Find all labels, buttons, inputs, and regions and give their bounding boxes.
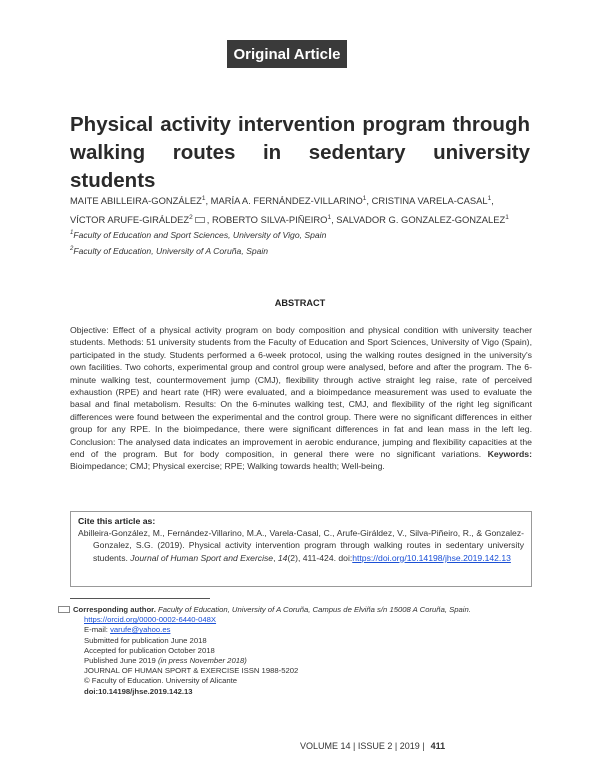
author-name: , CRISTINA VARELA-CASAL: [366, 195, 488, 207]
mail-icon[interactable]: [195, 217, 205, 223]
affiliation-marker: 1: [505, 214, 509, 222]
citation-pages: (2), 411-424. doi:: [287, 552, 353, 563]
abstract-body: [70, 324, 532, 473]
affiliation-text: Faculty of Education and Sport Sciences, University of Vigo, Spain: [73, 230, 327, 240]
corresponding-label: Corresponding author.: [73, 605, 156, 614]
footnote-divider: [70, 598, 210, 599]
affiliation-number: 2: [70, 246, 74, 253]
keywords-text: Bioimpedance; CMJ; Physical exercise; RPE; Walking towards health; Well-being.: [70, 461, 385, 472]
footnote-block: [58, 605, 538, 697]
affiliation-1: [70, 230, 530, 240]
doi: doi:10.14198/jhse.2019.142.13: [84, 686, 193, 696]
in-press-date: (in press November 2018): [157, 656, 247, 666]
author-separator: ,: [491, 195, 494, 207]
affiliation-2: [70, 246, 530, 256]
affiliation-number: 1: [70, 230, 74, 237]
author-name: MAITE ABILLEIRA-GONZÁLEZ: [70, 195, 202, 207]
citation-authors: Abilleira-González, M., Fernández-Villarino, M.A., Varela-Casal, C., Arufe-Giráldez, V., Silva-Piñeiro, R., & Gonzalez-Gonzalez, S.G. (2019). Physical activity intervention program through walking routes in sedentary university students.: [78, 528, 524, 563]
author-name: , SALVADOR G. GONZALEZ-GONZALEZ: [331, 214, 506, 226]
email-link[interactable]: varufe@yahoo.es: [110, 625, 171, 635]
page-number: 411: [430, 741, 446, 751]
article-type-badge: Original Article: [227, 40, 347, 68]
citation-journal: Journal of Human Sport and Exercise: [130, 552, 274, 563]
affiliation-marker: 1: [487, 195, 492, 202]
corresponding-author-line: [58, 605, 538, 615]
article-title: Physical activity intervention program through walking routes in sedentary university students: [70, 113, 530, 192]
page-footer: [300, 741, 520, 751]
affiliation-marker: 1: [201, 195, 206, 202]
author-name: VÍCTOR ARUFE-GIRÁLDEZ: [70, 214, 190, 226]
abstract-text: Objective: Effect of a physical activity program on body composition and physical condition with university teacher students. Methods: 51 university students from the Faculty of Education and Sport Sciences, University of Vigo (Spain), participated in the study. Students performed a 6-week protocol, using the walking routes designed in the university's own facilities. Two cohorts, experimental group and control group were analysed, before and after the program. The 6-minute walking test, countermovement jump (CMJ), flexibility through active straight leg raise, rate of perceived exhaustion (RPE) and heart rate (HR) were evaluated, and a bioimpedance measurement was used to evaluate the basal and final metabolism. Results: On the 6-minutes walking test, CMJ, and flexibility of the right leg significant differences were found between the experimental and the control group. There were no significant differences in either group for any RPE. In the bioimpedance, there were significant differences in fat and lean mass in the left leg. Conclusion: The analysed data indicates an improvement in aerobic endurance, jumping and flexibility capacities at the end of the program. But for body composition, in general there were no significant variations.: [70, 325, 532, 460]
copyright: © Faculty of Education. University of Alicante: [84, 676, 238, 686]
keywords-label: Keywords:: [487, 449, 532, 460]
affiliation-marker: 1: [362, 195, 367, 202]
volume-info: VOLUME 14 | ISSUE 2 | 2019 |: [300, 741, 425, 751]
published-date: Published June 2019: [84, 656, 156, 666]
author-list: [70, 190, 530, 228]
citation-volume: 14: [277, 552, 288, 563]
orcid-link[interactable]: https://orcid.org/0000-0002-6440-048X: [84, 615, 217, 625]
email-line: [58, 625, 538, 635]
citation-box: [70, 511, 532, 587]
published-line: [58, 656, 538, 666]
email-label: E-mail:: [84, 625, 108, 635]
mail-icon: [58, 606, 70, 613]
author-name: , ROBERTO SILVA-PIÑEIRO: [206, 214, 328, 226]
affiliation-marker: 2: [189, 214, 193, 222]
submitted-date: Submitted for publication June 2018: [84, 635, 207, 645]
citation-doi-link[interactable]: https://doi.org/10.14198/jhse.2019.142.13: [352, 552, 511, 563]
affiliation-marker: 1: [327, 214, 332, 222]
journal-issn: JOURNAL OF HUMAN SPORT & EXERCISE ISSN 1988-5202: [84, 666, 299, 676]
citation-title: Cite this article as:: [78, 516, 156, 526]
affiliation-text: Faculty of Education, University of A Coruña, Spain: [73, 246, 269, 256]
author-name: , MARÍA A. FERNÁNDEZ-VILLARINO: [205, 195, 363, 207]
citation-text: Abilleira-González, M., Fernández-Villarino, M.A., Varela-Casal, C., Arufe-Giráldez, V., Silva-Piñeiro, R., & Gonzalez-Gonzalez, S.G. (2019). Physical activity intervention program through walking routes in sedentary university students. Journal of Human Sport and Exercise, 14(2), 411-424. doi:https://doi.org/10.14198/jhse.2019.142.13: [78, 528, 524, 563]
accepted-date: Accepted for publication October 2018: [84, 645, 215, 655]
orcid-line: [58, 615, 538, 625]
abstract-heading: ABSTRACT: [274, 298, 326, 308]
corresponding-address: Faculty of Education, University of A Coruña, Campus de Elviña s/n 15008 A Coruña, Spain.: [158, 605, 471, 614]
